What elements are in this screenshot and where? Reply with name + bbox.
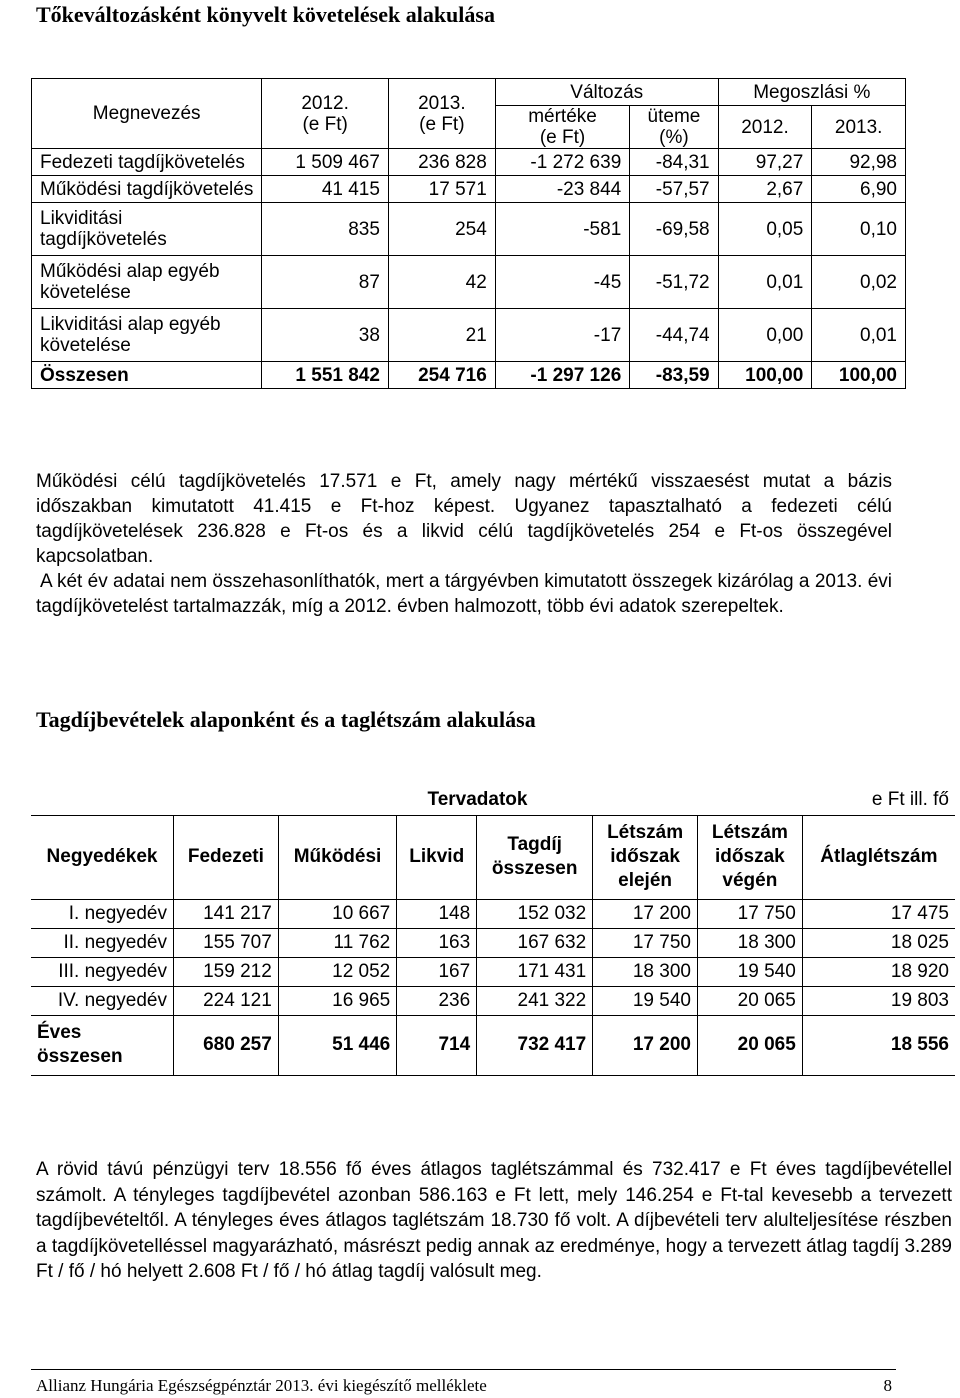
unit-label: e Ft ill. fő (871, 788, 949, 810)
cell-dist-2013: 0,01 (812, 309, 906, 362)
table-row (31, 957, 955, 986)
section1-paragraph (36, 469, 892, 619)
cell-change-rate: -69,58 (630, 203, 718, 256)
cell-dist-2012: 2,67 (718, 176, 812, 203)
cell-dist-2013: 100,00 (812, 362, 906, 389)
cell-start: 19 540 (593, 986, 698, 1015)
cell-mukodesi: 16 965 (278, 986, 396, 1015)
section1-title: Tőkeváltozásként könyvelt követelések alakulása (36, 2, 495, 27)
col-header-2013: 2013. (e Ft) (388, 79, 495, 149)
row-quarter: I. negyedév (31, 899, 174, 928)
cell-change-amount: -1 272 639 (495, 149, 629, 176)
col-header-likvid: Likvid (397, 815, 477, 899)
cell-mukodesi: 51 446 (278, 1015, 396, 1075)
row-name: Likviditási tagdíjkövetelés (32, 203, 262, 256)
cell-2012: 41 415 (262, 176, 389, 203)
total-row (32, 362, 906, 389)
section2-title: Tagdíjbevételek alaponként és a taglétszám alakulása (36, 707, 536, 732)
col-header-mukodesi: Működési (278, 815, 396, 899)
paragraph-2: A két év adatai nem összehasonlíthatók, mert a tárgyévben kimutatott összegek kizárólag a 2013. évi tagdíjkövetelést tartalmazzák, míg a 2012. évben halmozott, több évi adatok szerepeltek. (36, 571, 892, 617)
cell-end: 18 300 (697, 928, 802, 957)
cell-likvid: 714 (397, 1015, 477, 1075)
table-row (31, 899, 955, 928)
cell-dist-2012: 0,01 (718, 256, 812, 309)
col-header-start: Létszám időszak elején (593, 815, 698, 899)
cell-2012: 1 551 842 (262, 362, 389, 389)
cell-fedezeti: 680 257 (174, 1015, 279, 1075)
col-header-dist-2013: 2013. (812, 106, 906, 149)
cell-end: 20 065 (697, 1015, 802, 1075)
col-header-name: Megnevezés (32, 79, 262, 149)
cell-change-rate: -57,57 (630, 176, 718, 203)
cell-change-amount: -581 (495, 203, 629, 256)
cell-start: 17 750 (593, 928, 698, 957)
cell-2013: 254 716 (388, 362, 495, 389)
cell-change-amount: -23 844 (495, 176, 629, 203)
cell-start: 17 200 (593, 1015, 698, 1075)
table-row (32, 203, 906, 256)
footer-text: Allianz Hungária Egészségpénztár 2013. évi kiegészítő melléklete (36, 1376, 487, 1395)
cell-mukodesi: 11 762 (278, 928, 396, 957)
row-quarter: III. negyedév (31, 957, 174, 986)
planned-label: Tervadatok (427, 788, 528, 810)
cell-likvid: 167 (397, 957, 477, 986)
col-header-change: Változás (495, 79, 718, 106)
cell-2012: 1 509 467 (262, 149, 389, 176)
cell-dist-2012: 0,05 (718, 203, 812, 256)
cell-likvid: 236 (397, 986, 477, 1015)
cell-2013: 254 (388, 203, 495, 256)
membership-table (31, 785, 955, 1076)
cell-dist-2012: 97,27 (718, 149, 812, 176)
col-header-distribution: Megoszlási % (718, 79, 905, 106)
cell-change-rate: -51,72 (630, 256, 718, 309)
cell-dist-2013: 0,02 (812, 256, 906, 309)
table-row (31, 928, 955, 957)
cell-2013: 17 571 (388, 176, 495, 203)
cell-change-rate: -44,74 (630, 309, 718, 362)
cell-start: 18 300 (593, 957, 698, 986)
cell-total: 241 322 (477, 986, 593, 1015)
footer (36, 1376, 892, 1396)
row-name: Összesen (32, 362, 262, 389)
cell-total: 171 431 (477, 957, 593, 986)
cell-change-rate: -84,31 (630, 149, 718, 176)
row-quarter: IV. negyedév (31, 986, 174, 1015)
col-header-2012: 2012. (e Ft) (262, 79, 389, 149)
cell-change-amount: -45 (495, 256, 629, 309)
col-header-quarters: Negyedékek (31, 815, 174, 899)
col-header-fedezeti: Fedezeti (174, 815, 279, 899)
cell-2013: 236 828 (388, 149, 495, 176)
cell-change-amount: -1 297 126 (495, 362, 629, 389)
row-name: Likviditási alap egyéb követelése (32, 309, 262, 362)
cell-mukodesi: 10 667 (278, 899, 396, 928)
col-header-dist-2012: 2012. (718, 106, 812, 149)
footer-rule (31, 1369, 896, 1370)
cell-start: 17 200 (593, 899, 698, 928)
col-header-avg: Átlaglétszám (802, 815, 955, 899)
col-header-total: Tagdíj összesen (477, 815, 593, 899)
row-name: Működési alap egyéb követelése (32, 256, 262, 309)
cell-end: 17 750 (697, 899, 802, 928)
cell-change-rate: -83,59 (630, 362, 718, 389)
cell-2013: 21 (388, 309, 495, 362)
cell-2012: 38 (262, 309, 389, 362)
row-name: Működési tagdíjkövetelés (32, 176, 262, 203)
cell-fedezeti: 159 212 (174, 957, 279, 986)
table-row (31, 986, 955, 1015)
cell-avg: 17 475 (802, 899, 955, 928)
cell-2012: 835 (262, 203, 389, 256)
table-row (32, 176, 906, 203)
col-header-end: Létszám időszak végén (697, 815, 802, 899)
table-row (32, 256, 906, 309)
cell-end: 19 540 (697, 957, 802, 986)
page-number: 8 (883, 1376, 892, 1395)
col-header-change-amount: mértéke (e Ft) (495, 106, 629, 149)
section2-paragraph: A rövid távú pénzügyi terv 18.556 fő éves átlagos taglétszámmal és 732.417 e Ft éves tagdíjbevétellel számolt. A tényleges tagdíjbevétel azonban 586.163 e Ft lett, mely 146.254 e Ft-tal kevesebb a tervezett tagdíjbevételtől. A tényleges éves átlagos taglétszám 18.730 fő volt. A díjbevételi terv alulteljesítése részben a tagdíjkövetelléssel magyarázható, másrészt pedig annak az eredménye, hogy a tervezett átlag tagdíj 3.289 Ft / fő / hó helyett 2.608 Ft / fő / hó átlag tagdíj valósult meg. (36, 1159, 952, 1282)
cell-total: 732 417 (477, 1015, 593, 1075)
cell-mukodesi: 12 052 (278, 957, 396, 986)
cell-avg: 18 920 (802, 957, 955, 986)
cell-fedezeti: 224 121 (174, 986, 279, 1015)
cell-avg: 19 803 (802, 986, 955, 1015)
cell-2012: 87 (262, 256, 389, 309)
row-quarter: II. negyedév (31, 928, 174, 957)
cell-likvid: 163 (397, 928, 477, 957)
row-name: Fedezeti tagdíjkövetelés (32, 149, 262, 176)
col-header-change-rate: üteme (%) (630, 106, 718, 149)
receivables-table (31, 78, 906, 389)
total-row (31, 1015, 955, 1075)
cell-2013: 42 (388, 256, 495, 309)
cell-fedezeti: 155 707 (174, 928, 279, 957)
table-row (32, 149, 906, 176)
cell-dist-2012: 100,00 (718, 362, 812, 389)
cell-dist-2013: 0,10 (812, 203, 906, 256)
table-row (32, 309, 906, 362)
cell-dist-2012: 0,00 (718, 309, 812, 362)
cell-dist-2013: 6,90 (812, 176, 906, 203)
cell-change-amount: -17 (495, 309, 629, 362)
cell-likvid: 148 (397, 899, 477, 928)
paragraph-1: Működési célú tagdíjkövetelés 17.571 e Ft, amely nagy mértékű visszaesést mutat a bázis időszakban kimutatott 41.415 e Ft-hoz képest. Ugyanez tapasztalható a fedezeti célú tagdíjkövetelések 236.828 e Ft-os és a likvid célú tagdíjkövetelés 254 e Ft-os összegével kapcsolatban. (36, 471, 892, 567)
cell-avg: 18 025 (802, 928, 955, 957)
cell-end: 20 065 (697, 986, 802, 1015)
cell-total: 152 032 (477, 899, 593, 928)
cell-fedezeti: 141 217 (174, 899, 279, 928)
cell-avg: 18 556 (802, 1015, 955, 1075)
cell-total: 167 632 (477, 928, 593, 957)
row-quarter: Éves összesen (31, 1015, 174, 1075)
cell-dist-2013: 92,98 (812, 149, 906, 176)
